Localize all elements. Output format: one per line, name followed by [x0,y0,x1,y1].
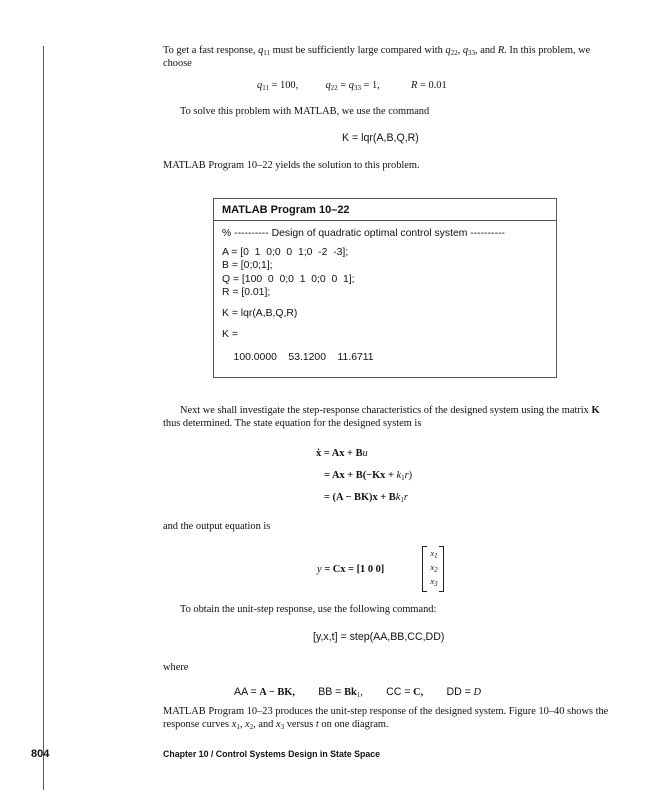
step-text: thus determined. The state equation for the designed system is [163,417,422,429]
x3-symbol: x [430,576,435,586]
intro-text: To get a fast response, [163,45,256,56]
x1-symbol: x [430,548,435,558]
code-line-q: Q = [100 0 0;0 1 0;0 0 1]; [222,274,355,285]
x3-sub: 3 [280,722,285,731]
equation-term: (−Kx + [362,470,397,481]
q33-symbol: q [462,45,469,56]
k1-symbol: k [396,470,402,481]
r-symbol: R [497,45,505,56]
bb-label: BB = [318,686,342,698]
equation-term: = Ax + B [323,448,363,459]
definitions-equation [234,686,481,698]
code-output-label: K = [222,329,238,340]
step-text: Next we shall investigate the step-response characteristics of the designed system using the matrix [180,405,589,416]
equation-term: = Ax + B [324,470,363,481]
cc-value: C, [413,687,424,698]
q22-symbol: q [445,45,451,56]
matlab-program-box [213,198,557,378]
state-vector [422,546,444,592]
solve-text: To solve this problem with MATLAB, we use the command [180,106,430,117]
lqr-command: K = lqr(A,B,Q,R) [342,132,419,144]
q33-symbol: q [348,80,354,91]
x2-symbol: x [245,718,250,730]
u-symbol: u [362,448,368,459]
output-text: and the output equation is [163,521,271,532]
equation-term: = (A − BK)x + B [324,492,396,503]
step-paragraph [163,405,611,430]
x1-sub: 1 [434,552,438,560]
program-title: MATLAB Program 10–22 [214,199,556,221]
weights-equation [257,80,447,91]
state-equation-line1 [316,448,368,459]
r-input-symbol: r [404,470,409,481]
code-output-values: 100.0000 53.1200 11.6711 [222,352,374,363]
equation-term: = Cx = [1 0 0] [324,564,385,575]
x2-sub: 2 [249,722,254,731]
step-command: [y,x,t] = step(AA,BB,CC,DD) [313,631,445,643]
program-intro-paragraph [163,160,611,173]
q11-symbol: q [258,45,264,56]
output-equation [317,564,384,575]
bb-value: Bk [344,687,357,698]
intro-text: . In this problem, we choose [163,45,591,69]
x3-symbol: x [275,718,281,730]
x3-entry [427,576,441,586]
q11-symbol: q [257,80,263,91]
q22-sub: 22 [450,49,458,57]
running-head: Chapter 10 / Control Systems Design in State Space [163,749,381,759]
r-value: = 0.01 [420,80,447,91]
output-paragraph [163,521,611,534]
intro-text: , and [475,45,496,56]
t-symbol: t [315,718,319,730]
q11-sub: 11 [263,49,271,57]
q33-sub: 33 [353,84,361,92]
q22-sub: 22 [330,84,338,92]
k1-sub: 1 [401,474,405,482]
y-symbol: y [317,564,322,575]
bb-sub: 1 [356,691,361,699]
q11-value: = 100, [271,80,299,91]
intro-text: must be sufficiently large compared with [272,45,443,56]
paren: ) [408,470,413,481]
unit-step-paragraph [163,604,611,617]
solve-paragraph [163,106,611,119]
x-dot-symbol: ẋ [316,448,322,459]
code-line-a: A = [0 1 0;0 0 1;0 -2 -3]; [222,247,349,258]
q11-sub: 11 [262,84,269,92]
q33-sub: 33 [468,49,476,57]
final-text: , and [253,718,274,730]
dd-value: D [473,687,482,698]
final-text: on one diagram. [321,718,389,730]
dd-label: DD = [446,686,471,698]
comma: , [360,687,363,698]
state-equation-line3 [324,492,408,503]
aa-value: A − BK, [259,687,295,698]
unit-step-text: To obtain the unit-step response, use the following command: [180,604,437,615]
state-equation-line2 [324,470,412,481]
x2-symbol: x [430,562,435,572]
intro-paragraph [163,45,611,70]
cc-label: CC = [386,686,411,698]
k-matrix-symbol: K [591,405,600,416]
code-line-b: B = [0;0;1]; [222,260,273,271]
final-paragraph [163,706,611,731]
where-text: where [163,662,189,673]
code-line-k: K = lqr(A,B,Q,R) [222,308,298,319]
comma: , [457,45,461,56]
k1-sub: 1 [400,496,404,504]
r-symbol: R [411,80,418,91]
code-line-r: R = [0.01]; [222,287,271,298]
k1-symbol: k [395,492,401,503]
x2-entry [427,562,441,572]
x1-symbol: x [231,718,237,730]
margin-rule [43,46,44,790]
q-value: = 1, [363,80,380,91]
comma: , [239,718,243,730]
q22-symbol: q [325,80,331,91]
page-number: 804 [31,748,50,760]
x1-entry [427,548,441,558]
x2-sub: 2 [434,566,438,574]
final-text: versus [286,718,314,730]
x3-sub: 3 [434,580,438,588]
code-comment: % ---------- Design of quadratic optimal control system ---------- [222,228,505,239]
r-input-symbol: r [403,492,408,503]
program-intro-text: MATLAB Program 10–22 yields the solution to this problem. [163,160,420,171]
where-paragraph [163,662,611,675]
equals: = [340,80,347,91]
final-text: MATLAB Program 10–23 produces the unit-step response of the designed system. Figure 10–40 shows the response curves [163,706,609,730]
aa-label: AA = [234,686,257,698]
x1-sub: 1 [236,722,240,731]
